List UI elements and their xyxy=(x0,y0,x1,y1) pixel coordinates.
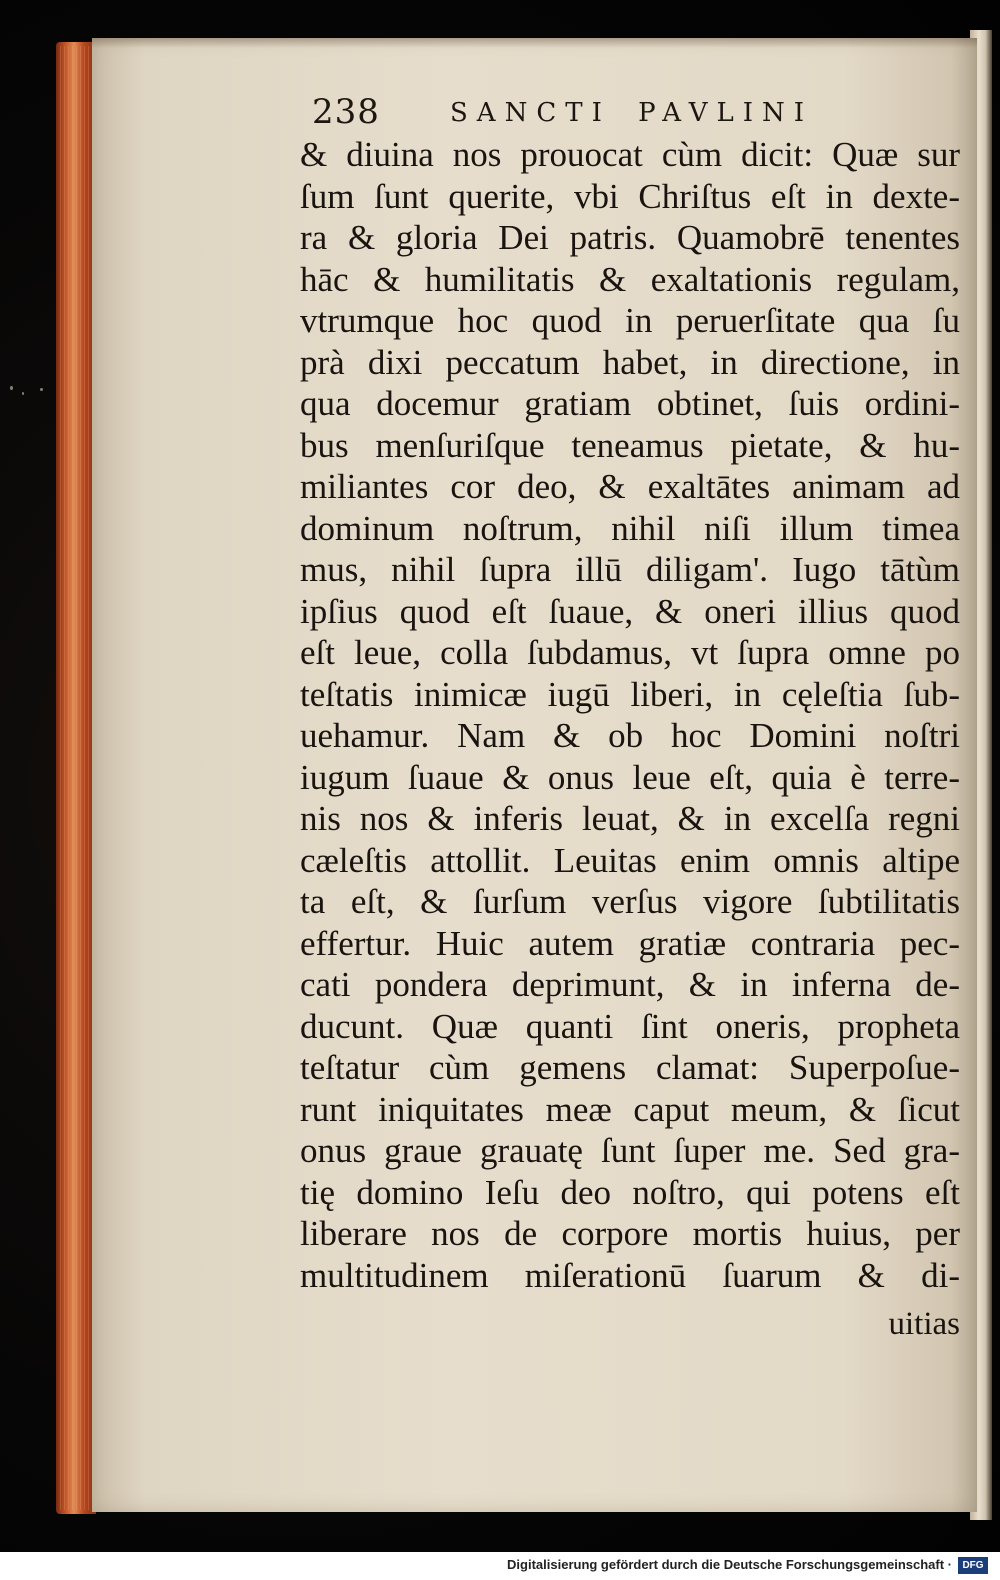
text-line: ta eſt, & ſurſum verſus vigore ſubtilitatis xyxy=(300,882,960,921)
text-line: dominum noſtrum, nihil niſi illum timea xyxy=(300,508,960,548)
running-title: SANCTI PAVLINI xyxy=(450,98,814,128)
text-line: prà dixi peccatum habet, in directione, in xyxy=(300,342,960,382)
text-line: teſtatur cùm gemens clamat: Superpoſue- xyxy=(300,1048,960,1087)
running-header xyxy=(312,92,872,132)
dust-speck xyxy=(22,392,24,395)
text-line: iugum ſuaue & onus leue eſt, quia è terre- xyxy=(300,757,960,797)
text-line: runt iniquitates meæ caput meum, & ſicut xyxy=(300,1089,960,1129)
text-line: tię domino Ieſu deo noſtro, qui potens eſt xyxy=(300,1172,960,1212)
text-line: bus menſuriſque teneamus pietate, & hu- xyxy=(300,425,960,465)
funding-credit: Digitalisierung gefördert durch die Deutsche Forschungsgemeinschaft · xyxy=(507,1557,952,1572)
text-line: effertur. Huic autem gratiæ contraria pec- xyxy=(300,923,960,963)
text-line: liberare nos de corpore mortis huius, per xyxy=(300,1214,960,1253)
body-text xyxy=(300,134,960,1296)
text-line: ducunt. Quæ quanti ſint oneris, propheta xyxy=(300,1006,960,1046)
dust-speck xyxy=(10,386,13,390)
text-line: qua docemur gratiam obtinet, ſuis ordini- xyxy=(300,384,960,423)
page-number: 238 xyxy=(312,92,380,132)
text-line: hāc & humilitatis & exaltationis regulam, xyxy=(300,259,960,299)
text-line: nis nos & inferis leuat, & in excelſa regni xyxy=(300,799,960,838)
text-line: & diuina nos prouocat cùm dicit: Quæ sur xyxy=(300,135,960,174)
dust-speck xyxy=(40,388,43,391)
text-line: eſt leue, colla ſubdamus, vt ſupra omne po xyxy=(300,633,960,672)
text-line: mus, nihil ſupra illū diligam'. Iugo tātùm xyxy=(300,550,960,589)
text-line: multitudinem miſerationū ſuarum & di- xyxy=(300,1255,960,1295)
page-top-shadow xyxy=(92,38,977,48)
text-line: ra & gloria Dei patris. Quamobrē tenentes xyxy=(300,218,960,257)
text-line: onus graue grauatę ſunt ſuper me. Sed gra- xyxy=(300,1131,960,1170)
funding-footer xyxy=(0,1552,1000,1580)
dfg-logo-icon: DFG xyxy=(958,1557,988,1574)
text-line: ipſius quod eſt ſuaue, & oneri illius quod xyxy=(300,591,960,631)
text-line: miliantes cor deo, & exaltātes animam ad xyxy=(300,467,960,506)
text-line: uehamur. Nam & ob hoc Domini noſtri xyxy=(300,716,960,755)
text-line: teſtatis inimicæ iugū liberi, in cęleſtia ſub- xyxy=(300,674,960,714)
text-line: ſum ſunt querite, vbi Chriſtus eſt in dexte- xyxy=(300,176,960,216)
catchword: uitias xyxy=(888,1306,960,1342)
text-line: vtrumque hoc quod in peruerſitate qua ſu xyxy=(300,301,960,340)
book-fore-edge-texture xyxy=(60,46,92,1510)
text-line: cæleſtis attollit. Leuitas enim omnis altipe xyxy=(300,840,960,880)
text-line: cati pondera deprimunt, & in inferna de- xyxy=(300,965,960,1004)
